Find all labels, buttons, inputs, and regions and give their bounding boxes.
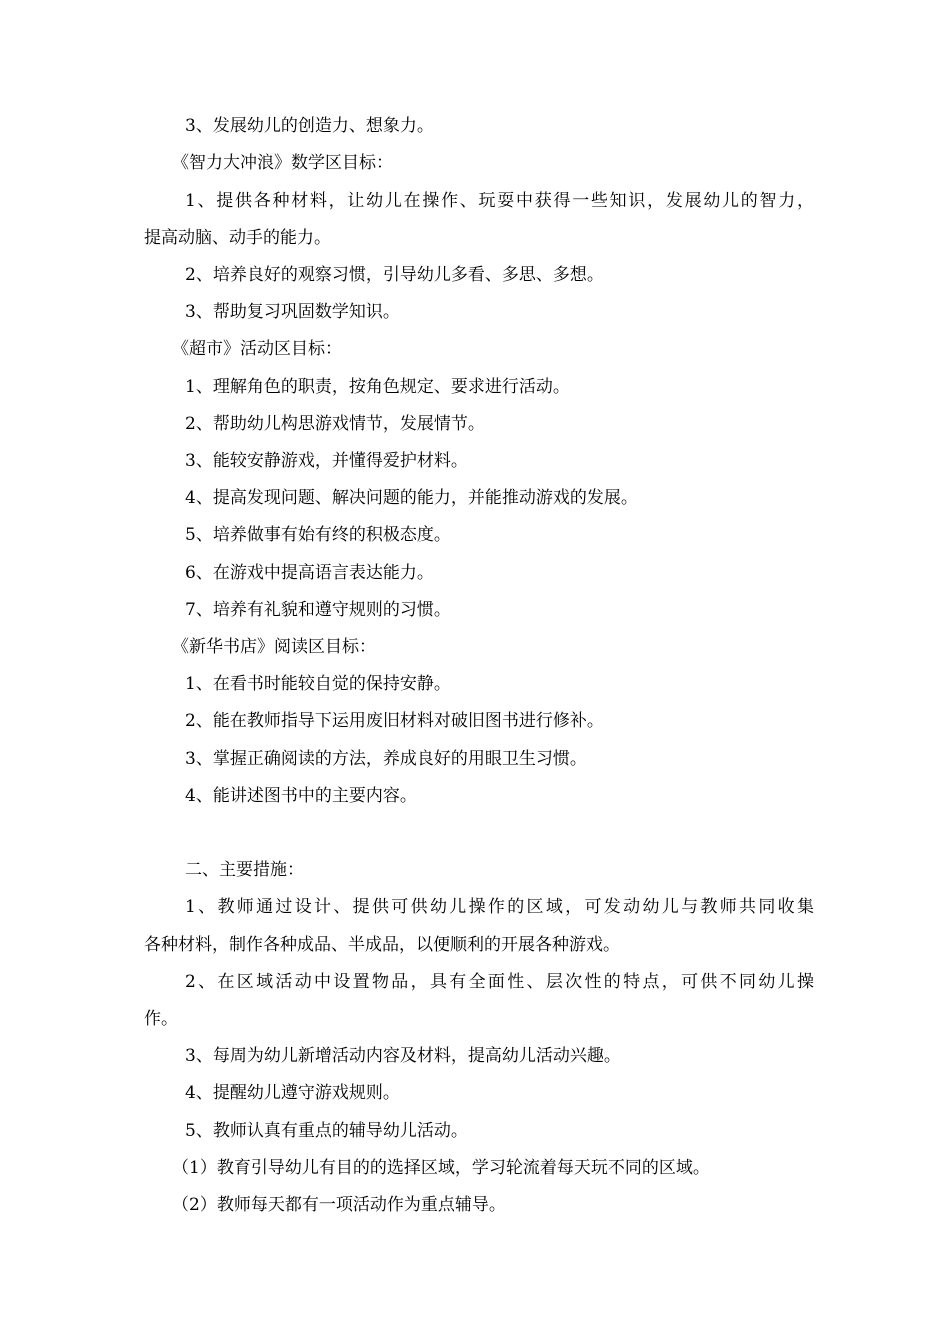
text-line: 1、在看书时能较自觉的保持安静。 [185,674,451,694]
text-line: （1）教育引导幼儿有目的的选择区域，学习轮流着每天玩不同的区域。 [172,1158,710,1178]
text-line: 提高动脑、动手的能力。 [144,228,331,248]
text-line: 1、理解角色的职责，按角色规定、要求进行活动。 [185,377,570,397]
text-line: 2、能在教师指导下运用废旧材料对破旧图书进行修补。 [185,711,604,731]
text-line: 4、提醒幼儿遵守游戏规则。 [185,1083,400,1103]
section-heading-measures: 二、主要措施： [185,860,304,880]
text-line: 7、培养有礼貌和遵守规则的习惯。 [185,600,451,620]
text-line: 3、每周为幼儿新增活动内容及材料，提高幼儿活动兴趣。 [185,1046,621,1066]
text-line: （2）教师每天都有一项活动作为重点辅导。 [172,1195,506,1215]
text-line: 1、提供各种材料，让幼儿在操作、玩耍中获得一些知识，发展幼儿的智力， [185,191,814,211]
text-line: 各种材料，制作各种成品、半成品，以便顺利的开展各种游戏。 [144,935,620,955]
text-line: 2、培养良好的观察习惯，引导幼儿多看、多思、多想。 [185,265,604,285]
text-line: 3、发展幼儿的创造力、想象力。 [185,116,434,136]
text-line: 4、提高发现问题、解决问题的能力，并能推动游戏的发展。 [185,488,638,508]
text-line: 3、能较安静游戏，并懂得爱护材料。 [185,451,468,471]
text-line: 5、教师认真有重点的辅导幼儿活动。 [185,1121,468,1141]
text-line: 3、掌握正确阅读的方法，养成良好的用眼卫生习惯。 [185,749,587,769]
text-line: 2、帮助幼儿构思游戏情节，发展情节。 [185,414,485,434]
text-line: 3、帮助复习巩固数学知识。 [185,302,400,322]
section-heading-math: 《智力大冲浪》数学区目标： [172,153,393,173]
section-heading-supermarket: 《超市》活动区目标： [172,339,342,359]
text-line: 4、能讲述图书中的主要内容。 [185,786,417,806]
text-line: 1、教师通过设计、提供可供幼儿操作的区域，可发动幼儿与教师共同收集 [185,897,814,917]
section-heading-bookstore: 《新华书店》阅读区目标： [172,637,376,657]
text-line: 6、在游戏中提高语言表达能力。 [185,563,434,583]
text-line: 作。 [144,1009,178,1029]
text-line: 5、培养做事有始有终的积极态度。 [185,525,451,545]
text-line: 2、在区域活动中设置物品，具有全面性、层次性的特点，可供不同幼儿操 [185,972,814,992]
